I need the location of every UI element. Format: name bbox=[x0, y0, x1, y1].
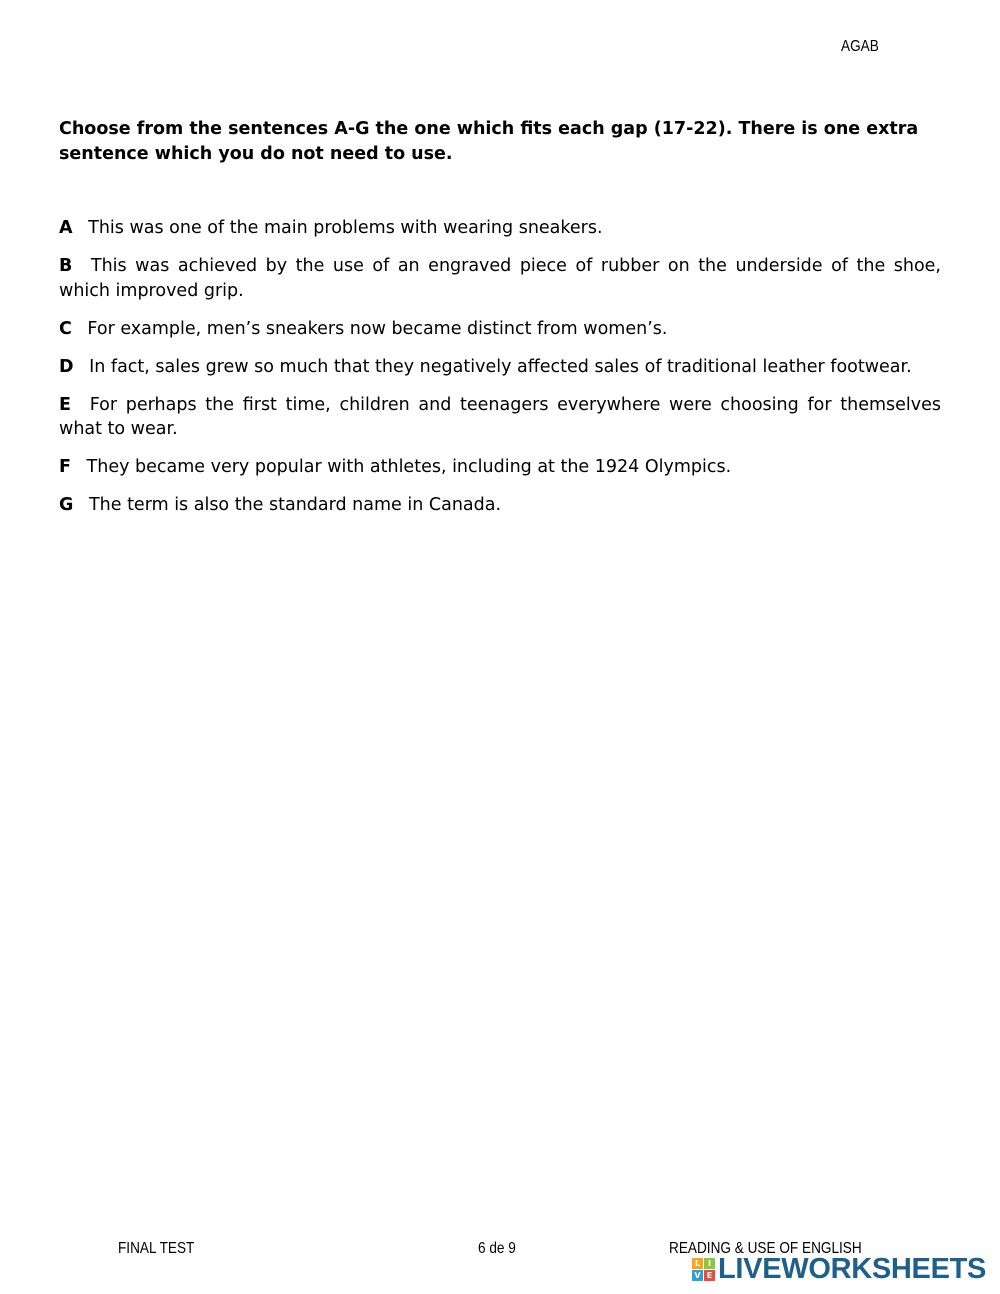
option-letter: A bbox=[59, 218, 73, 238]
option-text: For example, men’s sneakers now became distinct from women’s. bbox=[87, 318, 668, 339]
liveworksheets-watermark bbox=[692, 1252, 986, 1286]
option-text: In fact, sales grew so much that they negatively affected sales of traditional leather footwear. bbox=[89, 356, 912, 377]
page-number: 6 de 9 bbox=[478, 1240, 516, 1257]
option-letter: D bbox=[59, 356, 74, 377]
option-c bbox=[59, 317, 941, 342]
logo-tile: L bbox=[692, 1258, 703, 1269]
liveworksheets-logo-icon bbox=[692, 1258, 715, 1281]
footer-right: READING & USE OF ENGLISH bbox=[669, 1240, 862, 1257]
option-letter: F bbox=[59, 457, 71, 477]
option-letter: G bbox=[59, 495, 74, 515]
option-d bbox=[59, 355, 941, 380]
options-list bbox=[59, 216, 941, 531]
option-e bbox=[59, 393, 941, 442]
option-text: For perhaps the first time, children and teenagers everywhere were choosing for themselves what to wear. bbox=[59, 394, 941, 439]
option-text: This was one of the main problems with wearing sneakers. bbox=[88, 218, 603, 238]
option-g bbox=[59, 493, 941, 518]
option-letter: E bbox=[59, 394, 71, 415]
option-letter: C bbox=[59, 318, 72, 339]
option-text: This was achieved by the use of an engraved piece of rubber on the underside of the shoe, which improved grip. bbox=[59, 256, 941, 301]
logo-tile: E bbox=[704, 1270, 715, 1281]
watermark-text: LIVEWORKSHEETS bbox=[718, 1252, 987, 1285]
option-letter: B bbox=[59, 256, 73, 276]
logo-tile: V bbox=[692, 1270, 703, 1281]
header-code: AGAB bbox=[841, 38, 879, 55]
instructions: Choose from the sentences A-G the one which fits each gap (17-22). There is one extra sentence which you do not need to use. bbox=[59, 119, 919, 164]
option-a bbox=[59, 216, 941, 241]
option-text: The term is also the standard name in Canada. bbox=[88, 495, 502, 515]
option-f bbox=[59, 455, 941, 480]
logo-tile: I bbox=[704, 1258, 715, 1269]
option-text: They became very popular with athletes, including at the 1924 Olympics. bbox=[86, 457, 732, 477]
option-b bbox=[59, 254, 941, 303]
footer-left: FINAL TEST bbox=[118, 1240, 195, 1257]
